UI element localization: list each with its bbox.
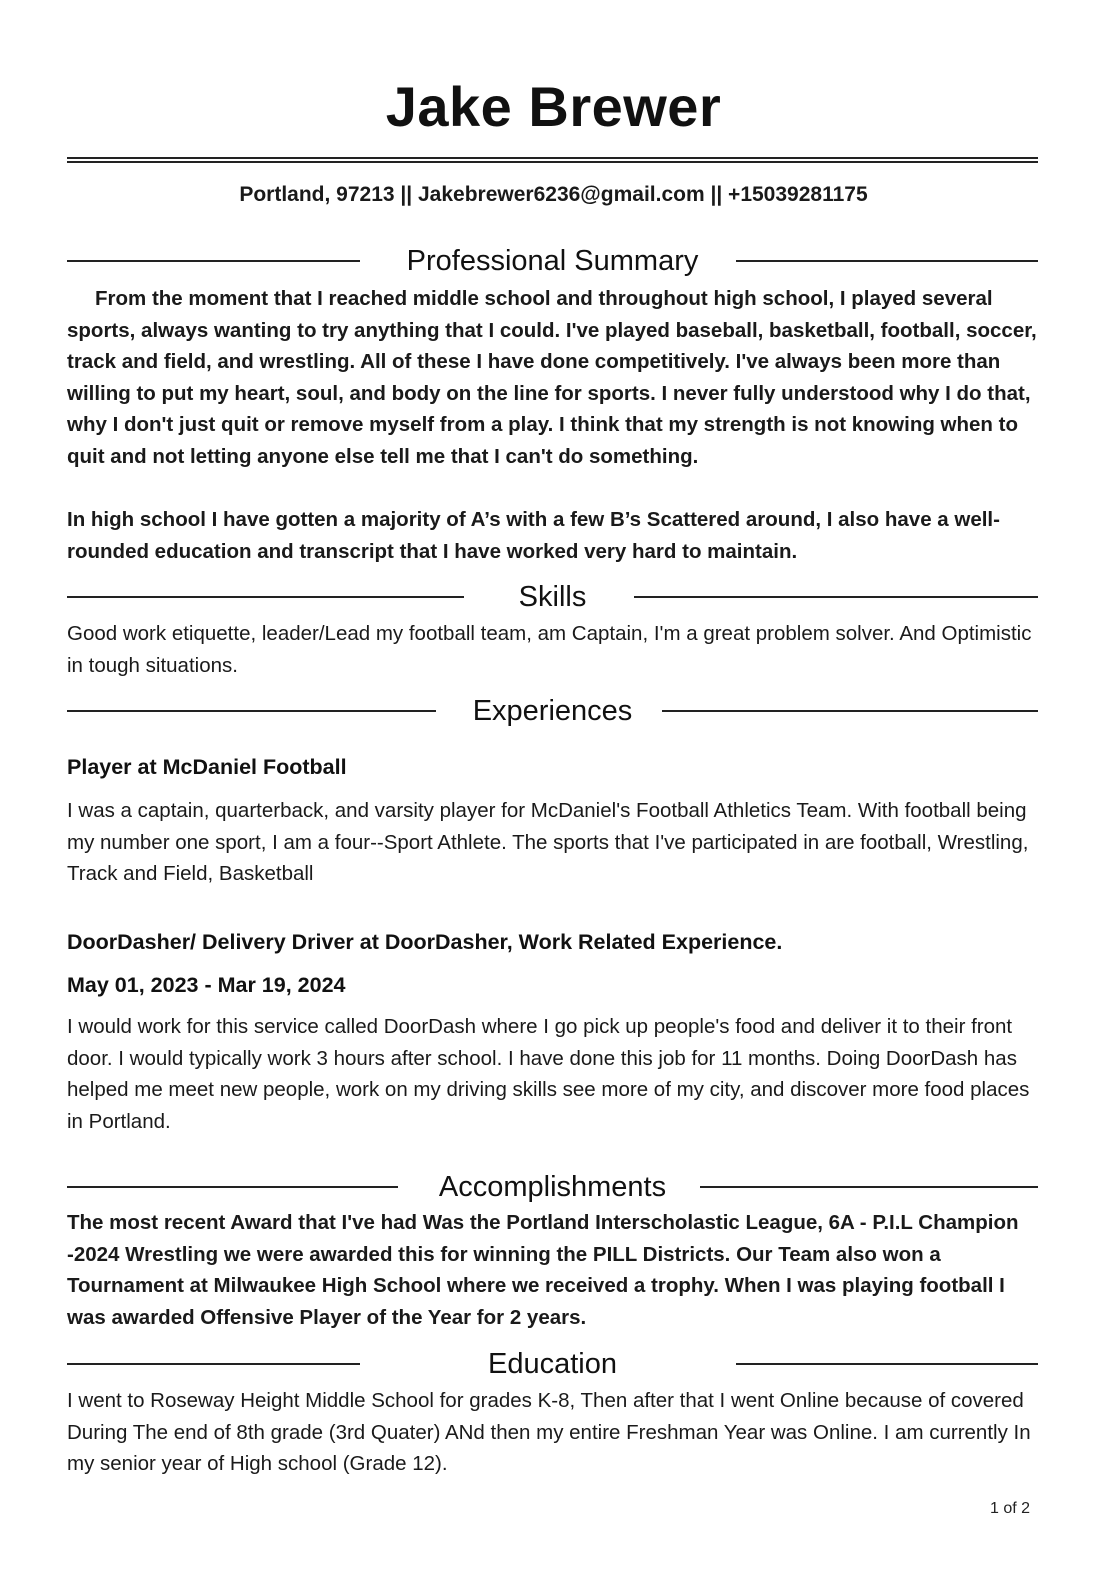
heading-rule-right <box>634 596 1038 598</box>
candidate-name: Jake Brewer <box>385 75 722 138</box>
heading-rule-right <box>736 260 1038 262</box>
section-title: Accomplishments <box>438 1171 667 1203</box>
section-title: Experiences <box>472 695 633 727</box>
section-title: Education <box>488 1348 617 1380</box>
experience-description: I would work for this service called DoorDash where I go pick up people's food and deliver it to their front door. I would typically work 3 hours after school. I have done this job for 11 months. Doing DoorDash has helped me meet new people, work on my driving skills see more of my city, and discover more food places in Portland. <box>67 1015 1030 1133</box>
contact-line: Portland, 97213 || Jakebrewer6236@gmail.com || +15039281175 <box>239 183 868 206</box>
page-number: 1 of 2 <box>989 1500 1030 1517</box>
section-title: Professional Summary <box>406 245 699 277</box>
summary-paragraph-1: From the moment that I reached middle school and throughout high school, I played several sports, always wanting to try anything that I could. I've played baseball, basketball, football, soccer, track and field, and wrestling. All of these I have done competitively. I've always been more than willing to put my heart, soul, and body on the line for sports. I never fully understood why I do that, why I don't just quit or remove myself from a play. I think that my strength is not knowing when to quit and not letting anyone else tell me that I can't do something. <box>67 287 1037 468</box>
section-heading-experiences <box>67 691 1038 731</box>
heading-rule-right <box>700 1186 1038 1188</box>
skills-text: Good work etiquette, leader/Lead my football team, am Captain, I'm a great problem solver. And Optimistic in tough situations. <box>67 622 1032 677</box>
section-heading-accomplishments <box>67 1167 1038 1207</box>
experience-dates: May 01, 2023 - Mar 19, 2024 <box>67 973 346 997</box>
header-divider <box>67 157 1038 163</box>
summary-paragraph-2: In high school I have gotten a majority of A’s with a few B’s Scattered around, I also have a well-rounded education and transcript that I have worked very hard to maintain. <box>67 508 1000 563</box>
education-text: I went to Roseway Height Middle School for grades K-8, Then after that I went Online because of covered During The end of 8th grade (3rd Quater) ANd then my entire Freshman Year was Online. I am currently In my senior year of High school (Grade 12). <box>67 1389 1031 1476</box>
section-heading-education <box>67 1344 1038 1384</box>
heading-rule-right <box>736 1363 1038 1365</box>
heading-rule-right <box>662 710 1038 712</box>
experience-heading: Player at McDaniel Football <box>67 755 347 779</box>
section-heading-summary <box>67 241 1038 281</box>
experience-description: I was a captain, quarterback, and varsity player for McDaniel's Football Athletics Team. With football being my number one sport, I am a four--Sport Athlete. The sports that I've participated in are football, Wrestling, Track and Field, Basketball <box>67 799 1029 886</box>
section-heading-skills <box>67 577 1038 617</box>
experience-heading: DoorDasher/ Delivery Driver at DoorDasher, Work Related Experience. <box>67 930 783 954</box>
section-title: Skills <box>518 581 587 613</box>
accomplishments-text: The most recent Award that I've had Was the Portland Interscholastic League, 6A - P.I.L Champion -2024 Wrestling we were awarded this for winning the PILL Districts. Our Team also won a Tournament at Milwaukee High School where we received a trophy. When I was playing football I was awarded Offensive Player of the Year for 2 years. <box>67 1211 1019 1329</box>
